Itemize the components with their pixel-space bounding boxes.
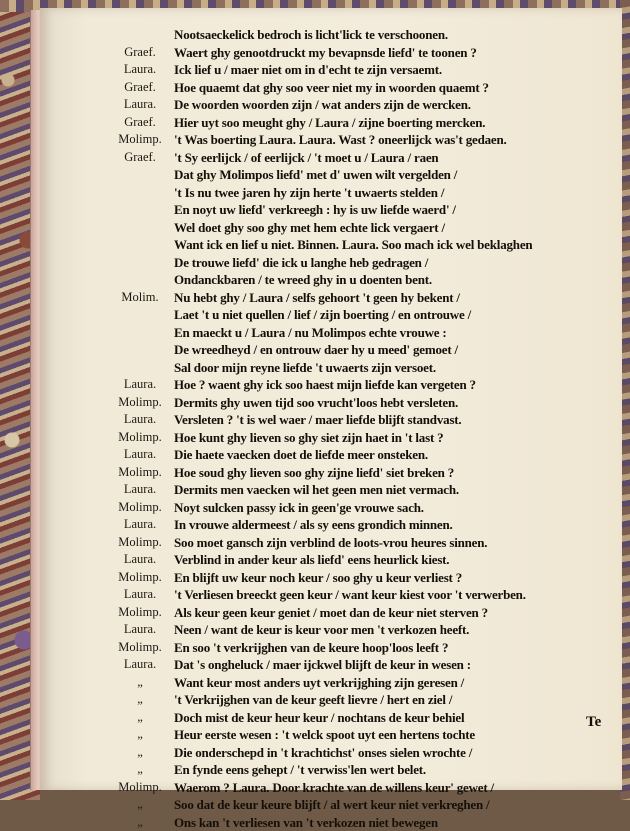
verse-text: In vrouwe aldermeest / als sy eens grondich minnen. — [174, 516, 453, 533]
speaker-label: Laura. — [110, 551, 170, 568]
verse-text: 't Is nu twee jaren hy zijn herte 't uwaerts stelden / — [174, 184, 444, 201]
text-line — [40, 236, 622, 254]
verse-text: Hier uyt soo meught ghy / Laura / zijne boerting mercken. — [174, 114, 485, 131]
speaker-label: Laura. — [110, 516, 170, 533]
text-line — [40, 674, 622, 692]
catchword: Te — [586, 714, 601, 731]
verse-text: De wreedheyd / en ontrouw daer hy u meed' gemoet / — [174, 341, 458, 358]
speaker-label: „ — [110, 796, 170, 813]
verse-text: Hoe kunt ghy lieven so ghy siet zijn haet in 't last ? — [174, 429, 443, 446]
verse-text: Noyt sulcken passy ick in geen'ge vrouwe sach. — [174, 499, 424, 516]
verse-text: Neen / want de keur is keur voor men 't verkozen heeft. — [174, 621, 469, 638]
text-line — [40, 289, 622, 307]
text-line — [40, 726, 622, 744]
text-line — [40, 481, 622, 499]
verse-text: En noyt uw liefd' verkreegh : hy is uw liefde waerd' / — [174, 201, 456, 218]
speaker-label: „ — [110, 744, 170, 761]
verse-text: Nootsaeckelick bedroch is licht'lick te verschoonen. — [174, 26, 448, 43]
text-line — [40, 79, 622, 97]
speaker-label: Laura. — [110, 411, 170, 428]
verse-text: 't Verliesen breeckt geen keur / want keur kiest voor 't verwerben. — [174, 586, 526, 603]
verse-text: Hoe quaemt dat ghy soo veer niet my in woorden quaemt ? — [174, 79, 489, 96]
text-line — [40, 534, 622, 552]
verse-text: Dermits ghy uwen tijd soo vrucht'loos hebt versleten. — [174, 394, 458, 411]
text-line — [40, 219, 622, 237]
speaker-label: Graef. — [110, 44, 170, 61]
text-line — [40, 604, 622, 622]
verse-text: Want keur most anders uyt verkrijghing zijn geresen / — [174, 674, 464, 691]
text-line — [40, 709, 622, 727]
text-line — [40, 429, 622, 447]
verse-text: Die haete vaecken doet de liefde meer onsteken. — [174, 446, 428, 463]
speaker-label: Laura. — [110, 621, 170, 638]
speaker-label: Laura. — [110, 61, 170, 78]
verse-text: Laet 't u niet quellen / lief / zijn boerting / en ontrouwe / — [174, 306, 471, 323]
speaker-label: Laura. — [110, 96, 170, 113]
verse-text: Heur eerste wesen : 't welck spoot uyt een hertens tochte — [174, 726, 475, 743]
verse-text: Wel doet ghy soo ghy met hem echte lick vergaert / — [174, 219, 445, 236]
verse-text: Waerom ? Laura. Door krachte van de willens keur' gewet / — [174, 779, 494, 796]
text-line — [40, 131, 622, 149]
text-line — [40, 656, 622, 674]
speaker-label: Molimp. — [110, 534, 170, 551]
speaker-label: Molimp. — [110, 131, 170, 148]
speaker-label: „ — [110, 761, 170, 778]
verse-text: En soo 't verkrijghen van de keure hoop'loos leeft ? — [174, 639, 448, 656]
verse-text: Die onderschepd in 't krachtichst' onses sielen wrochte / — [174, 744, 472, 761]
speaker-label: Molimp. — [110, 394, 170, 411]
speaker-label: „ — [110, 814, 170, 831]
text-line — [40, 796, 622, 814]
speaker-label: Graef. — [110, 114, 170, 131]
text-line — [40, 271, 622, 289]
verse-text: Hoe ? waent ghy ick soo haest mijn liefde kan vergeten ? — [174, 376, 476, 393]
speaker-label: Molimp. — [110, 464, 170, 481]
verse-text: Versleten ? 't is wel waer / maer liefde blijft standvast. — [174, 411, 461, 428]
verse-text: Soo dat de keur keure blijft / al wert keur niet verkreghen / — [174, 796, 489, 813]
speaker-label: „ — [110, 726, 170, 743]
verse-text: Dat 's ongheluck / maer ijckwel blijft de keur in wesen : — [174, 656, 471, 673]
speaker-label: Laura. — [110, 656, 170, 673]
verse-text: Want ick en lief u niet. Binnen. Laura. Soo mach ick wel beklaghen — [174, 236, 532, 253]
text-line — [40, 586, 622, 604]
text-line — [40, 341, 622, 359]
text-line — [40, 184, 622, 202]
speaker-label: Molimp. — [110, 429, 170, 446]
text-line — [40, 376, 622, 394]
text-line — [40, 814, 622, 831]
verse-text: Als keur geen keur geniet / moet dan de keur niet sterven ? — [174, 604, 488, 621]
speaker-label: Molim. — [110, 289, 170, 306]
speaker-label: Molimp. — [110, 604, 170, 621]
text-line — [40, 26, 622, 44]
verse-text: Verblind in ander keur als liefd' eens heurlick kiest. — [174, 551, 449, 568]
speaker-label: Laura. — [110, 586, 170, 603]
text-line — [40, 621, 622, 639]
text-line — [40, 744, 622, 762]
speaker-label: Laura. — [110, 376, 170, 393]
speaker-label: „ — [110, 674, 170, 691]
text-line — [40, 761, 622, 779]
text-line — [40, 359, 622, 377]
text-line — [40, 114, 622, 132]
verse-text: Dat ghy Molimpos liefd' met d' uwen wilt vergelden / — [174, 166, 457, 183]
verse-text: Doch mist de keur heur keur / nochtans de keur behiel — [174, 709, 464, 726]
text-line — [40, 44, 622, 62]
text-line — [40, 61, 622, 79]
verse-text: Waert ghy genootdruckt my bevapnsde liefd' te toonen ? — [174, 44, 477, 61]
speaker-label: Laura. — [110, 446, 170, 463]
text-line — [40, 779, 622, 797]
text-line — [40, 446, 622, 464]
text-line — [40, 569, 622, 587]
verse-text: De woorden woorden zijn / wat anders zijn de wercken. — [174, 96, 471, 113]
speaker-label: Graef. — [110, 79, 170, 96]
speaker-label: „ — [110, 709, 170, 726]
speaker-label: Molimp. — [110, 499, 170, 516]
text-line — [40, 411, 622, 429]
text-line — [40, 499, 622, 517]
speaker-label: Laura. — [110, 481, 170, 498]
speaker-label: Molimp. — [110, 639, 170, 656]
verse-text: 't Sy eerlijck / of eerlijck / 't moet u / Laura / raen — [174, 149, 438, 166]
text-line — [40, 324, 622, 342]
verse-text: Sal door mijn reyne liefde 't uwaerts zijn versoet. — [174, 359, 436, 376]
verse-text: En fynde eens gehept / 't verwiss'len wert belet. — [174, 761, 426, 778]
speaker-label: Molimp. — [110, 779, 170, 796]
verse-text: Dermits men vaecken wil het geen men niet vermach. — [174, 481, 459, 498]
book-page — [40, 8, 622, 790]
speaker-label: Molimp. — [110, 569, 170, 586]
text-block — [40, 26, 622, 831]
text-line — [40, 254, 622, 272]
text-line — [40, 394, 622, 412]
verse-text: Ondanckbaren / te wreed ghy in u doenten bent. — [174, 271, 432, 288]
text-line — [40, 201, 622, 219]
verse-text: Hoe soud ghy lieven soo ghy zijne liefd' siet breken ? — [174, 464, 454, 481]
verse-text: Soo moet gansch zijn verblind de loots-vrou heures sinnen. — [174, 534, 487, 551]
verse-text: De trouwe liefd' die ick u langhe heb gedragen / — [174, 254, 428, 271]
verse-text: Ons kan 't verliesen van 't verkozen niet bewegen — [174, 814, 438, 831]
verse-text: Nu hebt ghy / Laura / selfs gehoort 't geen hy bekent / — [174, 289, 460, 306]
speaker-label: „ — [110, 691, 170, 708]
text-line — [40, 516, 622, 534]
text-line — [40, 306, 622, 324]
text-line — [40, 639, 622, 657]
verse-text: Ick lief u / maer niet om in d'echt te zijn versaemt. — [174, 61, 442, 78]
verse-text: 't Verkrijghen van de keur geeft lievre / hert en ziel / — [174, 691, 452, 708]
verse-text: En maeckt u / Laura / nu Molimpos echte vrouwe : — [174, 324, 447, 341]
speaker-label: Graef. — [110, 149, 170, 166]
verse-text: 't Was boerting Laura. Laura. Wast ? oneerlijck was't gedaen. — [174, 131, 507, 148]
verse-text: En blijft uw keur noch keur / soo ghy u keur verliest ? — [174, 569, 462, 586]
text-line — [40, 691, 622, 709]
text-line — [40, 464, 622, 482]
text-line — [40, 551, 622, 569]
text-line — [40, 96, 622, 114]
text-line — [40, 166, 622, 184]
text-line — [40, 149, 622, 167]
